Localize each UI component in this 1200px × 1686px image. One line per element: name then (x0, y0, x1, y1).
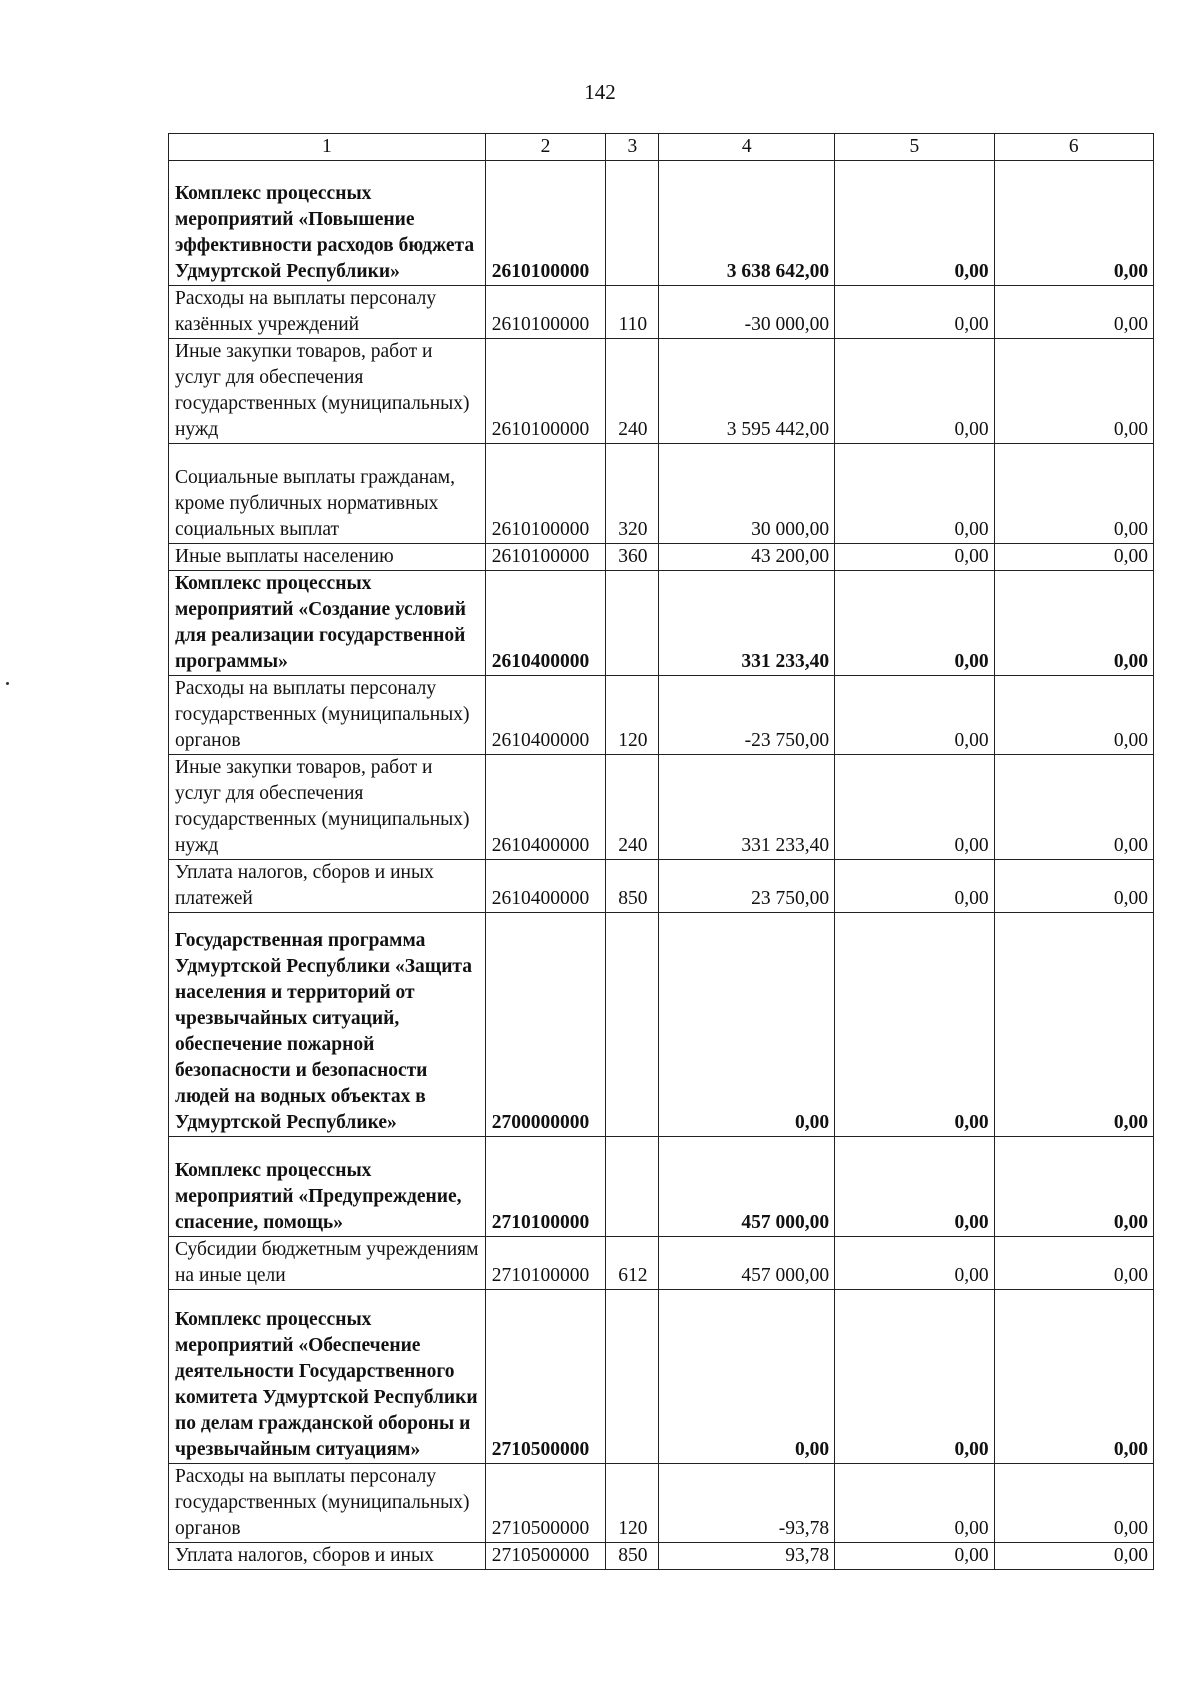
table-row (169, 913, 1154, 1136)
row-value-col6: 0,00 (994, 1543, 1153, 1570)
table-row (169, 161, 1154, 286)
row-expense-type: 240 (606, 339, 659, 444)
row-value-col6: 0,00 (994, 1464, 1153, 1543)
row-target-code: 2700000000 (485, 913, 606, 1136)
row-value-col6: 0,00 (994, 860, 1153, 913)
row-target-code: 2610100000 (485, 339, 606, 444)
table-row (169, 1237, 1154, 1290)
table-row (169, 1464, 1154, 1543)
row-expense-type: 850 (606, 1543, 659, 1570)
row-value-col5: 0,00 (835, 161, 994, 286)
row-value-col4: 0,00 (659, 1290, 835, 1464)
table-row (169, 339, 1154, 444)
scan-speck (6, 682, 9, 685)
row-target-code: 2710500000 (485, 1543, 606, 1570)
row-value-col4: 331 233,40 (659, 755, 835, 860)
row-name: Иные закупки товаров, работ и услуг для обеспечения государственных (муниципальных) нужд (169, 755, 486, 860)
header-col-3: 3 (606, 134, 659, 161)
table-row (169, 1136, 1154, 1236)
row-value-col4: 23 750,00 (659, 860, 835, 913)
row-expense-type (606, 161, 659, 286)
row-value-col5: 0,00 (835, 544, 994, 571)
row-expense-type: 320 (606, 444, 659, 544)
table-row (169, 1290, 1154, 1464)
row-target-code: 2710500000 (485, 1464, 606, 1543)
row-value-col4: 43 200,00 (659, 544, 835, 571)
row-target-code: 2610100000 (485, 444, 606, 544)
table-row (169, 444, 1154, 544)
row-name: Расходы на выплаты персоналу государственных (муниципальных) органов (169, 1464, 486, 1543)
row-value-col6: 0,00 (994, 286, 1153, 339)
row-value-col5: 0,00 (835, 1464, 994, 1543)
row-value-col4: 0,00 (659, 913, 835, 1136)
row-value-col4: -23 750,00 (659, 676, 835, 755)
row-value-col6: 0,00 (994, 161, 1153, 286)
row-value-col6: 0,00 (994, 544, 1153, 571)
row-name: Государственная программа Удмуртской Республики «Защита населения и территорий от чрезвычайных ситуаций, обеспечение пожарной безопасности и безопасности людей на водных объектах в Удмуртской Республике» (169, 913, 486, 1136)
row-expense-type: 120 (606, 676, 659, 755)
row-value-col5: 0,00 (835, 444, 994, 544)
row-target-code: 2710500000 (485, 1290, 606, 1464)
row-target-code: 2610100000 (485, 544, 606, 571)
row-expense-type (606, 571, 659, 676)
row-name: Комплекс процессных мероприятий «Обеспечение деятельности Государственного комитета Удмуртской Республики по делам гражданской обороны и чрезвычайным ситуациям» (169, 1290, 486, 1464)
row-value-col4: 30 000,00 (659, 444, 835, 544)
row-value-col5: 0,00 (835, 676, 994, 755)
row-value-col5: 0,00 (835, 1237, 994, 1290)
row-target-code: 2610100000 (485, 161, 606, 286)
row-name: Иные выплаты населению (169, 544, 486, 571)
row-value-col4: 3 638 642,00 (659, 161, 835, 286)
row-value-col5: 0,00 (835, 1136, 994, 1236)
row-value-col5: 0,00 (835, 1290, 994, 1464)
row-value-col5: 0,00 (835, 860, 994, 913)
row-value-col4: 331 233,40 (659, 571, 835, 676)
row-expense-type (606, 1290, 659, 1464)
row-value-col4: 457 000,00 (659, 1237, 835, 1290)
row-expense-type (606, 1136, 659, 1236)
row-expense-type: 850 (606, 860, 659, 913)
row-value-col6: 0,00 (994, 1290, 1153, 1464)
table-header (169, 134, 1154, 161)
row-value-col6: 0,00 (994, 676, 1153, 755)
table-row (169, 544, 1154, 571)
row-name: Уплата налогов, сборов и иных платежей (169, 860, 486, 913)
table-row (169, 571, 1154, 676)
row-expense-type: 360 (606, 544, 659, 571)
row-value-col5: 0,00 (835, 755, 994, 860)
row-expense-type: 120 (606, 1464, 659, 1543)
table-row (169, 755, 1154, 860)
header-row (169, 134, 1154, 161)
row-target-code: 2610400000 (485, 676, 606, 755)
budget-table (168, 133, 1154, 1570)
row-target-code: 2610100000 (485, 286, 606, 339)
row-value-col6: 0,00 (994, 571, 1153, 676)
row-value-col5: 0,00 (835, 339, 994, 444)
row-value-col5: 0,00 (835, 571, 994, 676)
row-value-col6: 0,00 (994, 1237, 1153, 1290)
row-name: Социальные выплаты гражданам, кроме публичных нормативных социальных выплат (169, 444, 486, 544)
table-body (169, 161, 1154, 1570)
header-col-2: 2 (485, 134, 606, 161)
row-value-col4: 93,78 (659, 1543, 835, 1570)
table-row (169, 676, 1154, 755)
row-value-col5: 0,00 (835, 913, 994, 1136)
header-col-1: 1 (169, 134, 486, 161)
row-name: Комплекс процессных мероприятий «Создание условий для реализации государственной программы» (169, 571, 486, 676)
row-expense-type: 110 (606, 286, 659, 339)
row-value-col4: 457 000,00 (659, 1136, 835, 1236)
row-name: Расходы на выплаты персоналу государственных (муниципальных) органов (169, 676, 486, 755)
header-col-4: 4 (659, 134, 835, 161)
row-expense-type (606, 913, 659, 1136)
row-target-code: 2710100000 (485, 1136, 606, 1236)
row-name: Иные закупки товаров, работ и услуг для обеспечения государственных (муниципальных) нужд (169, 339, 486, 444)
row-value-col6: 0,00 (994, 755, 1153, 860)
row-value-col6: 0,00 (994, 444, 1153, 544)
row-value-col6: 0,00 (994, 913, 1153, 1136)
row-target-code: 2610400000 (485, 571, 606, 676)
table-row (169, 860, 1154, 913)
row-name: Расходы на выплаты персоналу казённых учреждений (169, 286, 486, 339)
row-value-col5: 0,00 (835, 286, 994, 339)
table-row (169, 1543, 1154, 1570)
row-value-col4: 3 595 442,00 (659, 339, 835, 444)
header-col-5: 5 (835, 134, 994, 161)
row-target-code: 2610400000 (485, 860, 606, 913)
row-target-code: 2710100000 (485, 1237, 606, 1290)
row-name: Комплекс процессных мероприятий «Предупреждение, спасение, помощь» (169, 1136, 486, 1236)
row-value-col6: 0,00 (994, 339, 1153, 444)
row-name: Субсидии бюджетным учреждениям на иные цели (169, 1237, 486, 1290)
row-name: Комплекс процессных мероприятий «Повышение эффективности расходов бюджета Удмуртской Республики» (169, 161, 486, 286)
row-value-col6: 0,00 (994, 1136, 1153, 1236)
row-value-col4: -93,78 (659, 1464, 835, 1543)
table-row (169, 286, 1154, 339)
row-value-col5: 0,00 (835, 1543, 994, 1570)
row-target-code: 2610400000 (485, 755, 606, 860)
page-number: 142 (584, 80, 616, 104)
row-expense-type: 240 (606, 755, 659, 860)
row-expense-type: 612 (606, 1237, 659, 1290)
row-value-col4: -30 000,00 (659, 286, 835, 339)
header-col-6: 6 (994, 134, 1153, 161)
row-name: Уплата налогов, сборов и иных (169, 1543, 486, 1570)
